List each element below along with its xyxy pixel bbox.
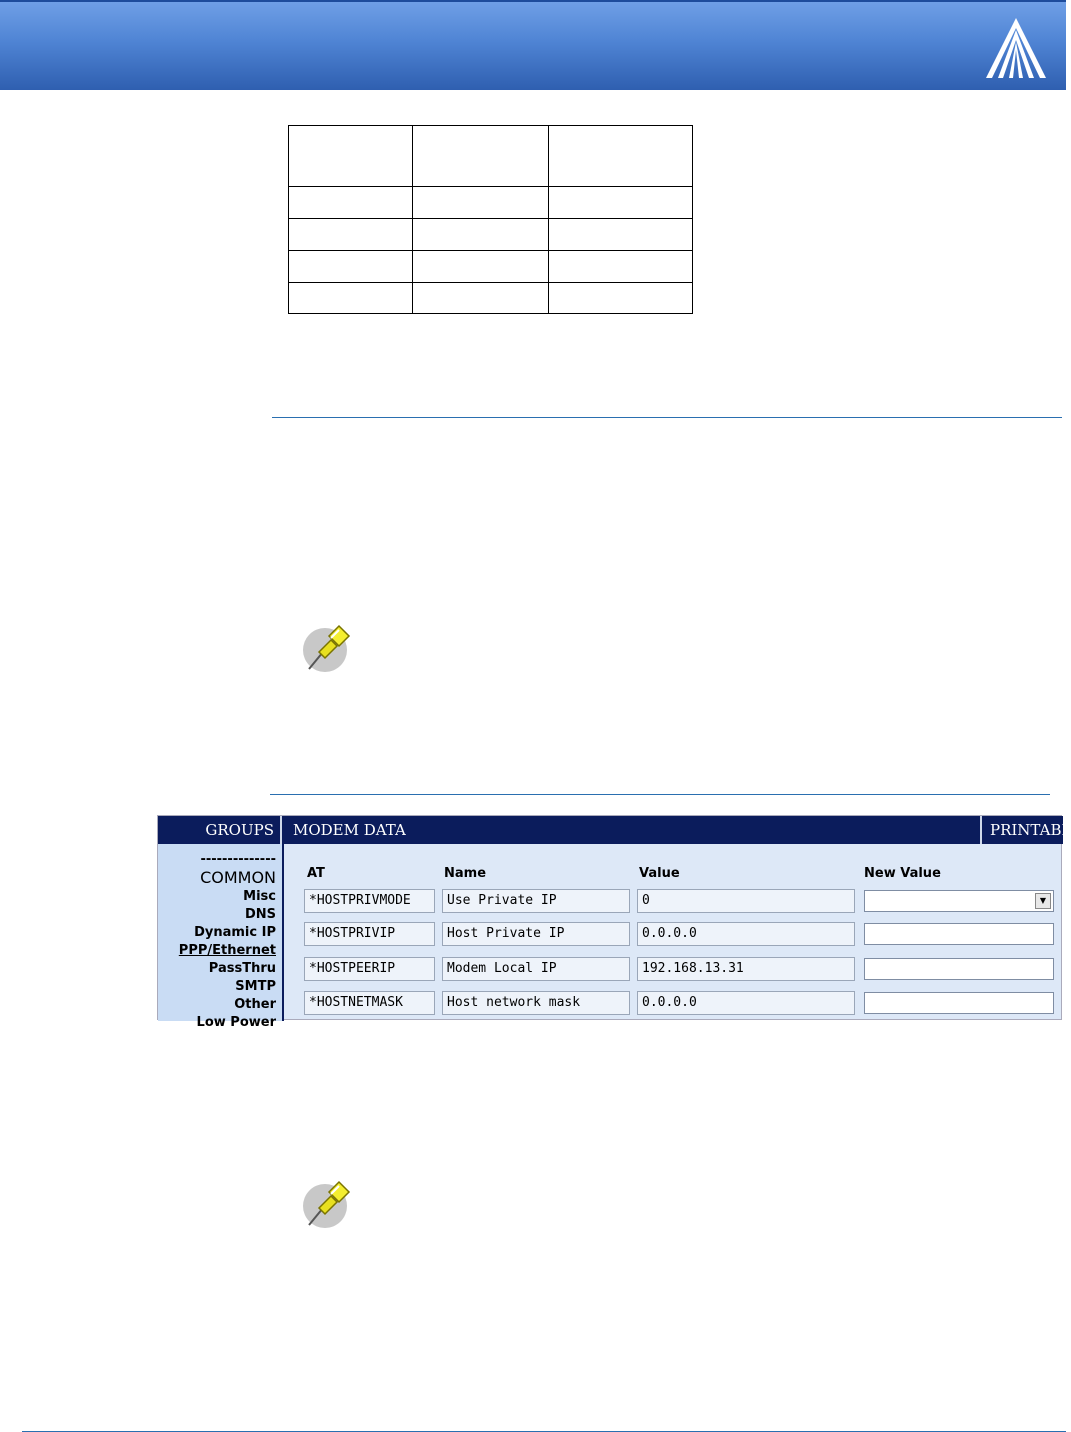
column-header-new-value: New Value	[864, 866, 941, 881]
printable-link[interactable]: PRINTABL	[980, 816, 1071, 844]
table-cell	[289, 126, 413, 187]
panel-titlebar	[158, 816, 1071, 844]
modem-data-header: MODEM DATA	[293, 821, 406, 839]
table-cell	[549, 219, 693, 251]
at-cell: *HOSTPRIVMODE	[304, 889, 435, 913]
table-cell	[549, 251, 693, 283]
sidebar-item-other[interactable]: Other	[234, 997, 276, 1012]
groups-sidebar	[158, 844, 284, 1030]
sidebar-divider: --------------	[200, 852, 276, 867]
column-header-at: AT	[307, 866, 325, 881]
column-header-name: Name	[444, 866, 487, 881]
table-cell	[549, 126, 693, 187]
new-value-input[interactable]	[864, 992, 1054, 1014]
sidebar-item-dynamic-ip[interactable]: Dynamic IP	[194, 925, 276, 940]
table-cell	[289, 187, 413, 219]
name-cell: Host network mask	[442, 991, 630, 1015]
modem-data-panel	[157, 815, 1071, 1030]
table-cell	[413, 219, 549, 251]
name-cell: Host Private IP	[442, 922, 630, 946]
value-cell: 0.0.0.0	[637, 991, 855, 1015]
section-rule	[270, 794, 1050, 795]
table-cell	[289, 219, 413, 251]
table-cell	[413, 251, 549, 283]
header-band	[0, 0, 1066, 90]
table-cell	[289, 251, 413, 283]
new-value-input[interactable]	[864, 923, 1054, 945]
at-cell: *HOSTPEERIP	[304, 957, 435, 981]
pushpin-icon	[301, 622, 353, 674]
sidebar-heading-common: COMMON	[200, 868, 276, 887]
sidebar-item-smtp[interactable]: SMTP	[235, 979, 276, 994]
table-cell	[289, 283, 413, 314]
sidebar-item-low-power[interactable]: Low Power	[196, 1015, 276, 1030]
value-cell: 0	[637, 889, 855, 913]
sidebar-item-misc[interactable]: Misc	[243, 889, 276, 904]
sidebar-item-dns[interactable]: DNS	[244, 907, 276, 922]
value-cell: 192.168.13.31	[637, 957, 855, 981]
table-cell	[549, 283, 693, 314]
groups-header: GROUPS	[158, 816, 282, 844]
value-cell: 0.0.0.0	[637, 922, 855, 946]
at-cell: *HOSTNETMASK	[304, 991, 435, 1015]
table-cell	[413, 187, 549, 219]
empty-table	[288, 125, 693, 314]
sidebar-item-passthru[interactable]: PassThru	[208, 961, 276, 976]
table-cell	[413, 126, 549, 187]
new-value-select[interactable]	[864, 890, 1054, 912]
chevron-down-icon[interactable]: ▼	[1035, 893, 1051, 909]
name-cell: Use Private IP	[442, 889, 630, 913]
table-cell	[413, 283, 549, 314]
name-cell: Modem Local IP	[442, 957, 630, 981]
column-header-value: Value	[639, 866, 680, 881]
airlink-logo-icon	[980, 16, 1052, 80]
at-cell: *HOSTPRIVIP	[304, 922, 435, 946]
section-rule	[272, 417, 1062, 418]
table-cell	[549, 187, 693, 219]
sidebar-item-ppp-ethernet[interactable]: PPP/Ethernet	[178, 943, 276, 958]
new-value-input[interactable]	[864, 958, 1054, 980]
pushpin-icon	[301, 1178, 353, 1230]
